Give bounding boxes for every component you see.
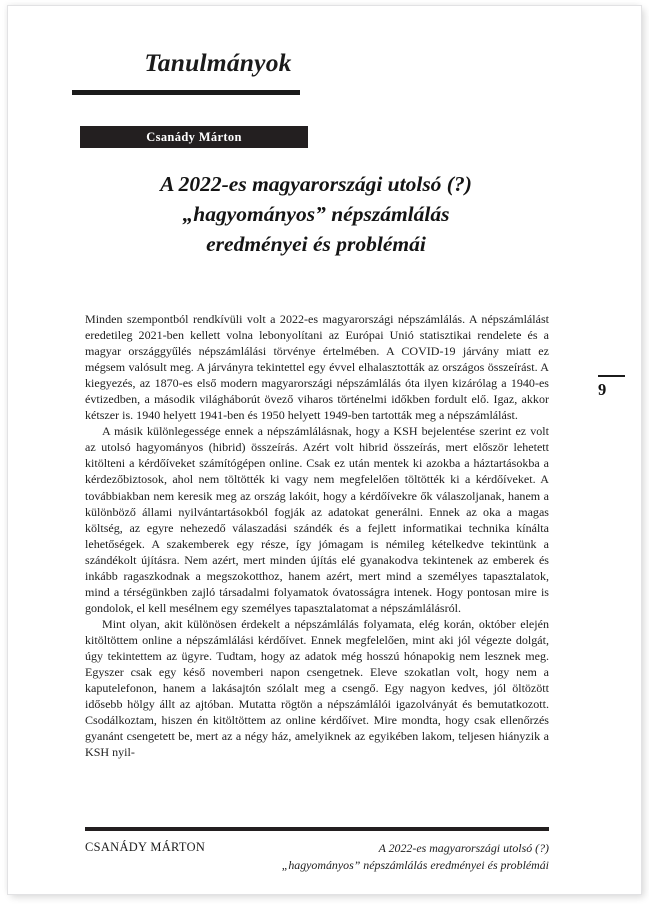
article-title — [112, 169, 520, 259]
page-number-block — [598, 375, 632, 398]
body-paragraph-2: A másik különlegessége ennek a népszámlálásnak, hogy a KSH bejelentése szerint ez volt az utolsó hagyományos (hibrid) összeírás. Azért volt hibrid összeírás, mert először lehetett kitölteni a kérdőíveket számítógépen online. Csak ez után mentek ki azokba a háztartásokba a kérdezőbiztosok, ahol nem töltötték ki vagy nem megfelelően töltötték ki a kérdőíveket. A továbbiakban nem keresik meg az ország lakóit, hogy a kérdőívekre ők válaszoljanak, hanem a különböző állami nyilvántartásokból fogják az adatokat generálni. Ennek az oka a magas költség, az egyre nehezedő válaszadási szándék és a fejlett informatikai technika kínálta lehetőségek. A szakemberek egy része, így jómagam is némileg kételkedve tekintünk a szándékolt újításra. Nem azért, mert minden újítás elé gyanakodva tekintenek az emberek és inkább ragaszkodnak a megszokotthoz, hanem azért, mert mind a személyes tapasztalatok, mind a térségünkben zajló társadalmi folyamatok óvatosságra intenek. Hogy pontosan mire is gondolok, el kell mesélnem egy személyes tapasztalatomat a népszámlálásról. — [85, 424, 549, 615]
body-paragraph-3: Mint olyan, akit különösen érdekelt a népszámlálás folyamata, elég korán, október elején kitöltöttem online a népszámlálási kérdőívet. Ennek megfelelően, mint aki jól végezte dolgát, úgy tekintettem az ügyre. Tudtam, hogy az adatok még hosszú hónapokig nem lesznek meg. Egyszer csak egy késő novemberi napon csengetnek. Eleve szokatlan volt, hogy nem a kaputelefonon, hanem a lakásajtón szólalt meg a csengő. Egy nagyon kedves, jól öltözött idősebb hölgy állt az ajtóban. Mutatta rögtön a népszámlálói igazolványát és bemutatkozott. Csodálkoztam, hiszen én kitöltöttem az online kérdőívet. Mire mondta, hogy csak ellenőrzés gyanánt csengetett be, mert az a négy ház, amelyiknek az egyikében lakom, teljesen hiányzik a KSH nyil- — [85, 616, 549, 760]
footer-title-line-1: A 2022-es magyarországi utolsó (?) — [378, 841, 549, 855]
page-number: 9 — [598, 380, 607, 399]
section-heading-rule — [72, 90, 300, 95]
body-column — [85, 311, 549, 760]
page-number-rule — [598, 375, 625, 377]
footer-title — [268, 840, 549, 873]
footer-author: CSANÁDY MÁRTON — [85, 840, 206, 854]
page-sheet — [8, 6, 641, 894]
body-paragraph-1: Minden szempontból rendkívüli volt a 2022-es magyarországi népszámlálás. A népszámlálást eredetileg 2021-ben kellett volna lebonyolítani az Európai Unió statisztikai rendelete és a magyar országgyűlés népszámlálási törvénye értelmében. A COVID-19 járvány miatt ez mégsem valósult meg. A járványra tekintettel egy évvel elhalasztották az országos összeírást. A kiegyezés, az 1870-es első modern magyarországi népszámlálás óta ilyen kizárólag a 1940-es évtizedben, a második világháborút övező viharos történelmi időkben fordult elő. Igaz, akkor kétszer is. 1940 helyett 1941-ben és 1950 helyett 1949-ben tartották meg a népszámlálást. — [85, 312, 549, 423]
article-title-line-2: „hagyományos” népszámlálás — [182, 202, 450, 226]
author-banner-name: Csanády Márton — [146, 129, 242, 144]
author-banner — [80, 126, 308, 148]
section-heading: Tanulmányok — [144, 48, 292, 77]
article-title-line-3: eredményei és problémái — [206, 232, 426, 256]
footer-title-line-2: „hagyományos” népszámlálás eredményei és problémái — [281, 857, 549, 872]
footer-rule — [85, 827, 549, 831]
article-title-line-1: A 2022-es magyarországi utolsó (?) — [160, 172, 472, 196]
